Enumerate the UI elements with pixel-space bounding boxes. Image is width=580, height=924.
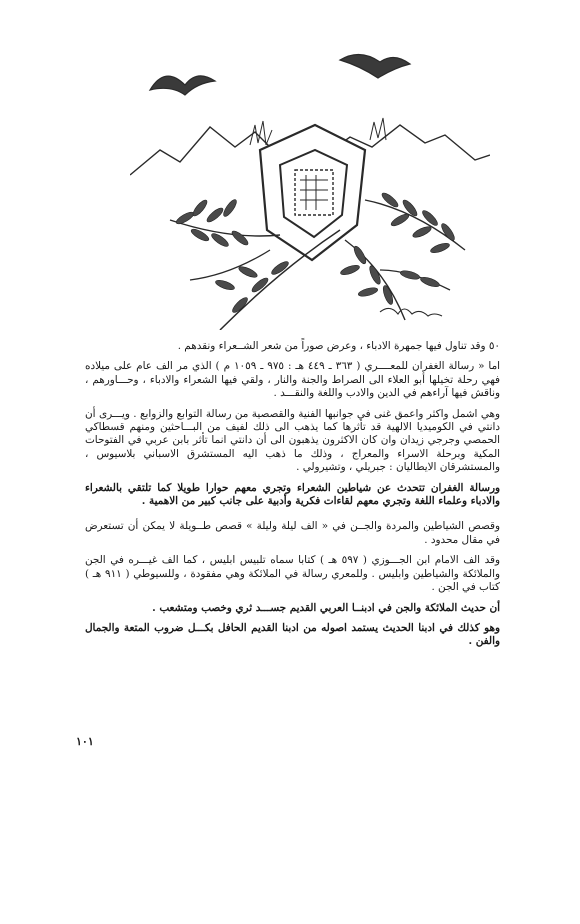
paragraph: أن حديث الملائكة والجن في ادبنــا العربي القديم جســـد ثري وخصب ومتشعب . [152, 601, 500, 614]
paragraph: وهو كذلك في ادبنا الحديث يستمد اصوله من ادبنا القديم الحافل بكـــل ضروب المتعة والجمال والفن . [85, 621, 500, 648]
artist-signature [380, 308, 442, 316]
ornamental-illustration [130, 50, 490, 330]
paragraph: ورسالة الغفران تتحدث عن شياطين الشعراء وتجري معهم حوارا طويلا كما تلتقي بالشعراء والادباء وعلماء اللغة وتجري معهم لقاءات فكرية وأدبية على جانب كبير من الاهمية . [85, 481, 500, 508]
paragraph: ٥٠ وقد تناول فيها جمهرة الادباء ، وعرض صوراً من شعر الشــعراء ونقدهم . [177, 340, 500, 352]
paragraph: وقصص الشياطين والمردة والجــن في « الف ليلة وليلة » قصص طــويلة لا يمكن أن تستعرض في مقال محدود . [85, 520, 500, 546]
bird-right-icon [340, 54, 410, 78]
paragraph: وهي اشمل واكثر واعمق غنى في جوانبها الفنية والقصصية من رسالة التوابع والزوابع . ويـــرى أن دانتي في الكوميديا الالهية قد تأثرها كما يذهب الى ذلك لفيف من البـــاحثين ومنهم قسطاكي الحمصي وجرجي زيدان وان كان الاكثرون يذهبون الى أن دانتي انما تأثر بابن عربي في الفتوحات المكية وبرحلة الاسراء والمعراج ، وذلك ما ذهب اليه المستشرق الاسباني بلاسيوس ، والمستشرقان الايطاليان : جبريلي ، وتشيرولي . [85, 407, 500, 474]
bird-left-icon [150, 76, 215, 95]
paragraph: وقد الف الامام ابن الجـــوزي ( ٥٩٧ هـ ) كتابا سماه تلبيس ابليس ، كما الف غيـــره في الجن والملائكة والشياطين وابليس . وللمعري رسالة في الملائكة وهي مفقودة ، وللسيوطي ( ٩١١ هـ ) كتاب في الجن . [85, 554, 501, 594]
paragraph: اما « رسالة الغفران للمعــــري ( ٣٦٣ ـ ٤٤٩ هـ : ٩٧٥ ـ ١٠٥٩ م ) الذي مر الف عام على ميلاده فهي رحلة تخيلها أبو العلاء الى الصراط والجنة والنار ، ولقي فيها الشعراء والادباء ، وحـــاورهم ، وناقش فيها آراءهم في الدين والادب واللغة والنقـــد . [85, 360, 501, 400]
main-text [85, 340, 500, 656]
page-number: ١٠١ [76, 735, 94, 748]
